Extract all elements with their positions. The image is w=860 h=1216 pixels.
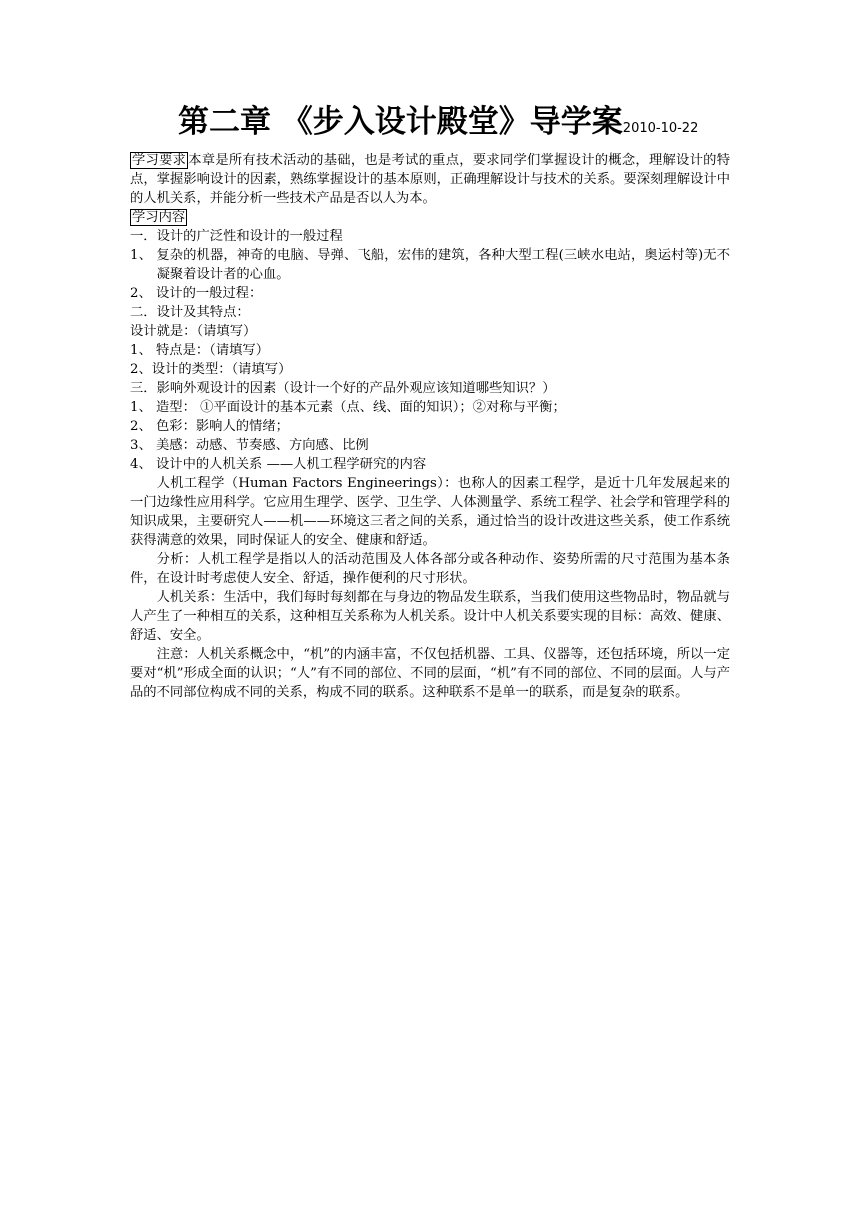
title-date: 2010-10-22 xyxy=(622,121,699,136)
document-page xyxy=(130,100,730,702)
section-1-item-1: 1、 复杂的机器，神奇的电脑、导弹、飞船，宏伟的建筑，各种大型工程(三峡水电站，奥运村等)无不凝聚着设计者的心血。 xyxy=(130,248,730,282)
section-2-item-1: 1、 特点是：（请填写） xyxy=(130,343,270,358)
content-label: 学习内容 xyxy=(132,210,186,225)
paragraph-human-machine: 人机关系：生活中，我们每时每刻都在与身边的物品发生联系，当我们使用这些物品时，物品就与人产生了一种相互的关系，这种相互关系称为人机关系。设计中人机关系要实现的目标：高效、健康、舒适、安全。 xyxy=(130,590,730,643)
paragraph-ergonomics: 人机工程学（Human Factors Engineerings）：也称人的因素工程学，是近十几年发展起来的一门边缘性应用科学。它应用生理学、医学、卫生学、人体测量学、系统工程学、社会学和管理学科的知识成果，主要研究人——机——环境这三者之间的关系，通过恰当的设计改进这些关系，使工作系统获得满意的效果，同时保证人的安全、健康和舒适。 xyxy=(130,476,730,548)
requirements-label: 学习要求 xyxy=(132,153,187,168)
section-3-item-4: 4、 设计中的人机关系 ——人机工程学研究的内容 xyxy=(130,457,427,472)
page-title xyxy=(130,100,730,151)
section-1-heading: 一．设计的广泛性和设计的一般过程 xyxy=(130,229,343,244)
section-3-item-3: 3、 美感：动感、节奏感、方向感、比例 xyxy=(130,438,369,453)
section-3-item-2: 2、 色彩：影响人的情绪； xyxy=(130,419,289,434)
requirements-text: 本章是所有技术活动的基础，也是考试的重点，要求同学们掌握设计的概念，理解设计的特点，掌握影响设计的因素，熟练掌握设计的基本原则，正确理解设计与技术的关系。要深刻理解设计中的人机关系，并能分析一些技术产品是否以人为本。 xyxy=(130,153,731,206)
paragraph-note: 注意：人机关系概念中，“机”的内涵丰富，不仅包括机器、工具、仪器等，还包括环境，所以一定要对“机”形成全面的认识；“人”有不同的部位、不同的层面，“机”有不同的部位、不同的层面。人与产品的不同部位构成不同的关系，构成不同的联系。这种联系不是单一的联系，而是复杂的联系。 xyxy=(130,647,730,700)
section-2-item-2: 2、设计的类型：（请填写） xyxy=(130,362,292,377)
section-3-item-1: 1、 造型： ①平面设计的基本元素（点、线、面的知识）；②对称与平衡； xyxy=(130,400,566,415)
title-text: 第二章 《步入设计殿堂》导学案 xyxy=(178,104,623,140)
document-body xyxy=(130,151,730,702)
section-2-heading: 二．设计及其特点： xyxy=(130,305,250,320)
section-3-heading: 三．影响外观设计的因素（设计一个好的产品外观应该知道哪些知识？） xyxy=(130,381,556,396)
content-label-line xyxy=(130,208,730,227)
section-1-item-2: 2、 设计的一般过程： xyxy=(130,286,263,301)
section-2-definition: 设计就是：（请填写） xyxy=(130,324,257,339)
paragraph-analysis: 分析：人机工程学是指以人的活动范围及人体各部分或各种动作、姿势所需的尺寸范围为基本条件，在设计时考虑使人安全、舒适，操作便利的尺寸形状。 xyxy=(130,552,730,586)
learning-requirements xyxy=(130,151,730,208)
